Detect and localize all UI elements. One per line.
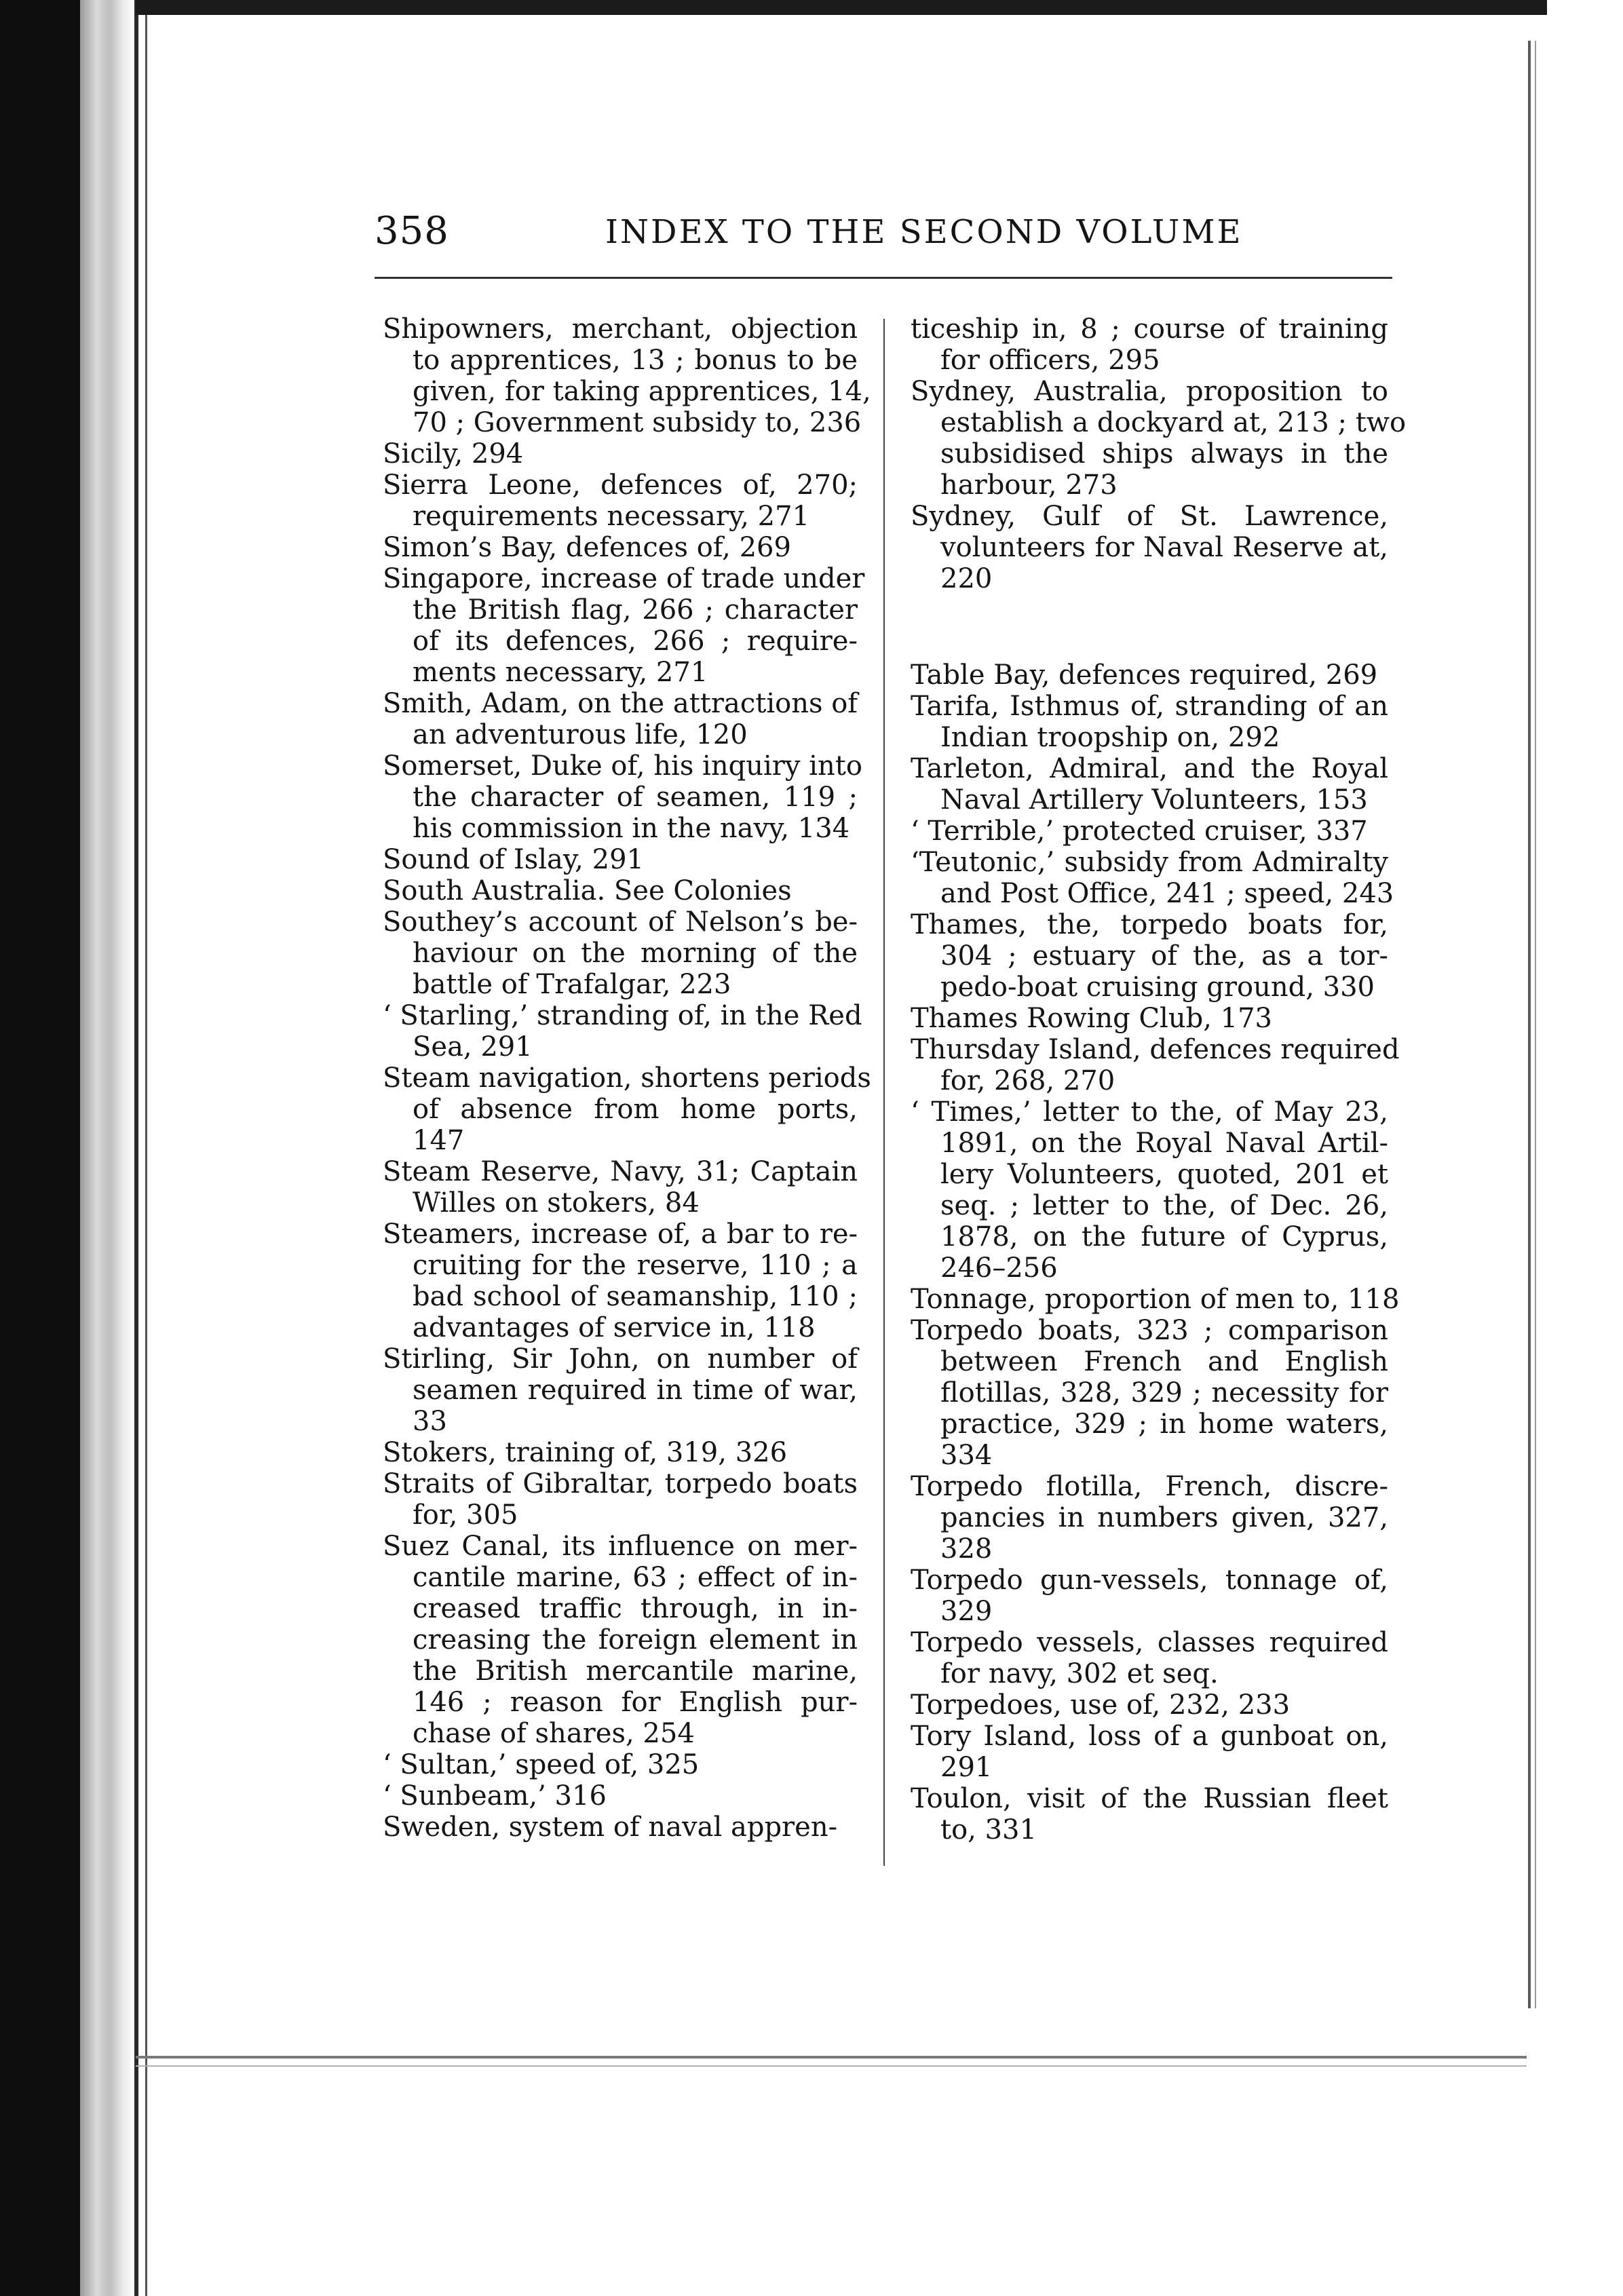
- index-line: for, 268, 270: [940, 1065, 1115, 1096]
- index-line: advantages of service in, 118: [413, 1312, 816, 1343]
- index-entry: [383, 688, 858, 750]
- index-entry: [383, 470, 858, 532]
- index-entry: [911, 659, 1388, 691]
- index-line: 246–256: [940, 1252, 1058, 1284]
- index-line: Thursday Island, defences required: [911, 1034, 1400, 1065]
- section-gap: [911, 594, 1388, 659]
- index-line: South Australia. See Colonies: [383, 875, 792, 906]
- index-entry: [911, 376, 1407, 501]
- index-line: lery Volunteers, quoted, 201 et: [940, 1159, 1388, 1190]
- index-line: Table Bay, defences required, 269: [911, 659, 1378, 691]
- index-line: Stirling, Sir John, on number of: [383, 1343, 858, 1375]
- page-bottom-edge: [136, 2065, 1527, 2067]
- index-line: Somerset, Duke of, his inquiry into: [383, 750, 862, 782]
- index-line: ‘ Sultan,’ speed of, 325: [383, 1749, 700, 1780]
- index-line: creasing the foreign element in: [413, 1624, 858, 1656]
- index-line: Straits of Gibraltar, torpedo boats: [383, 1468, 858, 1499]
- index-line: Thames Rowing Club, 173: [911, 1003, 1272, 1034]
- index-entry: [383, 438, 858, 470]
- page-edge-line: [134, 0, 138, 2296]
- index-entry: [383, 532, 858, 563]
- index-line: practice, 329 ; in home waters,: [940, 1409, 1388, 1440]
- index-line: ‘ Times,’ letter to the, of May 23,: [911, 1096, 1388, 1128]
- index-line: Southey’s account of Nelson’s be-: [383, 906, 858, 938]
- index-line: 1891, on the Royal Naval Artil-: [940, 1128, 1388, 1159]
- index-line: the British flag, 266 ; character: [413, 594, 858, 626]
- index-entry: [383, 313, 871, 438]
- index-column-left: [383, 313, 871, 1843]
- index-line: of its defences, 266 ; require-: [413, 626, 858, 657]
- index-line: the British mercantile marine,: [413, 1656, 858, 1687]
- index-entry: [911, 1721, 1388, 1783]
- index-line: 147: [413, 1125, 465, 1156]
- index-line: battle of Trafalgar, 223: [413, 969, 731, 1000]
- index-entry: [911, 1783, 1388, 1845]
- index-entry: [383, 1000, 862, 1063]
- index-line: Sweden, system of naval appren-: [383, 1812, 838, 1843]
- index-line: Tarifa, Isthmus of, stranding of an: [911, 691, 1388, 722]
- index-line: 220: [940, 563, 993, 594]
- index-column-right: [911, 313, 1407, 1845]
- index-entry: [383, 1468, 858, 1531]
- index-line: 291: [940, 1752, 993, 1783]
- index-line: ticeship in, 8 ; course of training: [911, 313, 1388, 345]
- index-entry: [383, 1156, 858, 1219]
- index-entry: [911, 313, 1388, 376]
- index-line: Torpedo flotilla, French, discre-: [911, 1471, 1388, 1502]
- index-line: Shipowners, merchant, objection: [383, 313, 858, 345]
- index-line: Torpedo boats, 323 ; comparison: [911, 1315, 1388, 1346]
- index-line: Torpedo gun-vessels, tonnage of,: [911, 1565, 1388, 1596]
- index-line: seq. ; letter to the, of Dec. 26,: [940, 1190, 1388, 1221]
- index-line: establish a dockyard at, 213 ; two: [940, 407, 1407, 438]
- header-rule: [375, 277, 1392, 279]
- index-line: 329: [940, 1596, 993, 1627]
- index-line: an adventurous life, 120: [413, 719, 748, 750]
- index-entry: [911, 909, 1388, 1003]
- index-line: to, 331: [940, 1814, 1037, 1845]
- index-line: ments necessary, 271: [413, 657, 708, 688]
- index-line: Willes on stokers, 84: [413, 1187, 700, 1219]
- index-line: 334: [940, 1440, 993, 1471]
- index-line: harbour, 273: [940, 470, 1118, 501]
- index-line: cantile marine, 63 ; effect of in-: [413, 1562, 858, 1593]
- index-line: the character of seamen, 119 ;: [413, 782, 858, 813]
- index-column-right-bottom: [911, 659, 1400, 1845]
- index-line: pedo-boat cruising ground, 330: [940, 972, 1375, 1003]
- index-line: requirements necessary, 271: [413, 501, 810, 532]
- index-entry: [383, 844, 858, 875]
- running-head: INDEX TO THE SECOND VOLUME: [605, 213, 1243, 251]
- index-line: Tarleton, Admiral, and the Royal: [911, 753, 1388, 784]
- index-entry: [383, 1437, 858, 1468]
- index-entry: [911, 1627, 1388, 1689]
- index-entry: [911, 1315, 1388, 1471]
- index-entry: [383, 1749, 858, 1780]
- index-line: for, 305: [413, 1499, 518, 1531]
- index-line: subsidised ships always in the: [940, 438, 1388, 470]
- index-line: Torpedo vessels, classes required: [911, 1627, 1388, 1658]
- index-entry: [383, 563, 865, 688]
- index-line: Tonnage, proportion of men to, 118: [911, 1284, 1400, 1315]
- index-line: Tory Island, loss of a gunboat on,: [911, 1721, 1388, 1752]
- index-line: ‘ Terrible,’ protected cruiser, 337: [911, 816, 1368, 847]
- index-entry: [383, 1343, 858, 1437]
- scan-top-edge: [136, 0, 1547, 15]
- index-line: Sierra Leone, defences of, 270;: [383, 470, 858, 501]
- index-line: given, for taking apprentices, 14,: [413, 376, 871, 407]
- index-line: of absence from home ports,: [413, 1094, 858, 1125]
- index-entry: [911, 847, 1394, 909]
- index-line: his commission in the navy, 134: [413, 813, 850, 844]
- index-line: for officers, 295: [940, 345, 1160, 376]
- book-spine-shadow: [0, 0, 80, 2296]
- index-line: for navy, 302 et seq.: [940, 1658, 1219, 1689]
- index-line: Singapore, increase of trade under: [383, 563, 865, 594]
- index-entry: [383, 1531, 858, 1749]
- index-line: volunteers for Naval Reserve at,: [940, 532, 1388, 563]
- index-line: Torpedoes, use of, 232, 233: [911, 1689, 1291, 1721]
- index-line: ‘ Starling,’ stranding of, in the Red: [383, 1000, 862, 1031]
- index-entry: [383, 1219, 858, 1343]
- index-line: Sound of Islay, 291: [383, 844, 644, 875]
- index-line: Stokers, training of, 319, 326: [383, 1437, 788, 1468]
- index-line: pancies in numbers given, 327,: [940, 1502, 1388, 1533]
- index-entry: [383, 1063, 871, 1156]
- index-line: Sicily, 294: [383, 438, 524, 470]
- page-edge-line: [145, 0, 147, 2296]
- index-entry: [911, 1284, 1400, 1315]
- index-line: Sea, 291: [413, 1031, 533, 1063]
- page-bottom-edge: [136, 2056, 1527, 2059]
- index-line: bad school of seamanship, 110 ;: [413, 1281, 858, 1312]
- index-line: Naval Artillery Volunteers, 153: [940, 784, 1368, 816]
- index-entry: [911, 1471, 1388, 1565]
- index-line: cruiting for the reserve, 110 ; a: [413, 1250, 858, 1281]
- index-line: between French and English: [940, 1346, 1388, 1377]
- index-line: 1878, on the future of Cyprus,: [940, 1221, 1388, 1252]
- page-header: [375, 209, 1243, 263]
- index-line: Steam Reserve, Navy, 31; Captain: [383, 1156, 858, 1187]
- index-entry: [911, 1096, 1388, 1284]
- index-line: haviour on the morning of the: [413, 938, 858, 969]
- index-line: ‘ Sunbeam,’ 316: [383, 1780, 607, 1812]
- index-entry: [383, 906, 858, 1000]
- index-line: Sydney, Australia, proposition to: [911, 376, 1388, 407]
- index-entry: [911, 501, 1388, 594]
- index-line: Simon’s Bay, defences of, 269: [383, 532, 791, 563]
- index-line: Smith, Adam, on the attractions of: [383, 688, 858, 719]
- index-entry: [383, 1780, 858, 1812]
- index-line: 146 ; reason for English pur-: [413, 1687, 858, 1718]
- index-line: creased traffic through, in in-: [413, 1593, 858, 1624]
- index-line: Steam navigation, shortens periods: [383, 1063, 871, 1094]
- index-line: Steamers, increase of, a bar to re-: [383, 1219, 858, 1250]
- index-entry: [911, 1003, 1388, 1034]
- index-line: chase of shares, 254: [413, 1718, 695, 1749]
- index-line: to apprentices, 13 ; bonus to be: [413, 345, 858, 376]
- index-line: Suez Canal, its influence on mer-: [383, 1531, 858, 1562]
- index-line: 70 ; Government subsidy to, 236: [413, 407, 862, 438]
- index-column-right-top: [911, 313, 1407, 594]
- index-line: seamen required in time of war,: [413, 1375, 858, 1406]
- index-entry: [383, 1812, 858, 1843]
- page-number: 358: [375, 209, 449, 253]
- index-entry: [911, 1034, 1400, 1096]
- index-line: flotillas, 328, 329 ; necessity for: [940, 1377, 1388, 1409]
- index-entry: [383, 875, 858, 906]
- index-line: 328: [940, 1533, 993, 1565]
- index-entry: [911, 691, 1388, 753]
- index-entry: [911, 1689, 1388, 1721]
- index-line: Toulon, visit of the Russian fleet: [911, 1783, 1388, 1814]
- index-line: 304 ; estuary of the, as a tor-: [940, 940, 1388, 972]
- index-entry: [911, 1565, 1388, 1627]
- book-gutter: [80, 0, 134, 2296]
- index-entry: [383, 750, 862, 844]
- index-line: 33: [413, 1406, 447, 1437]
- index-line: ‘Teutonic,’ subsidy from Admiralty: [911, 847, 1388, 878]
- index-line: and Post Office, 241 ; speed, 243: [940, 878, 1394, 909]
- index-entry: [911, 753, 1388, 816]
- page-right-edge: [1535, 41, 1536, 2008]
- index-line: Thames, the, torpedo boats for,: [911, 909, 1388, 940]
- column-divider: [883, 319, 885, 1866]
- index-line: Sydney, Gulf of St. Lawrence,: [911, 501, 1388, 532]
- index-entry: [911, 816, 1388, 847]
- page-right-edge: [1528, 41, 1531, 2008]
- index-line: Indian troopship on, 292: [940, 722, 1280, 753]
